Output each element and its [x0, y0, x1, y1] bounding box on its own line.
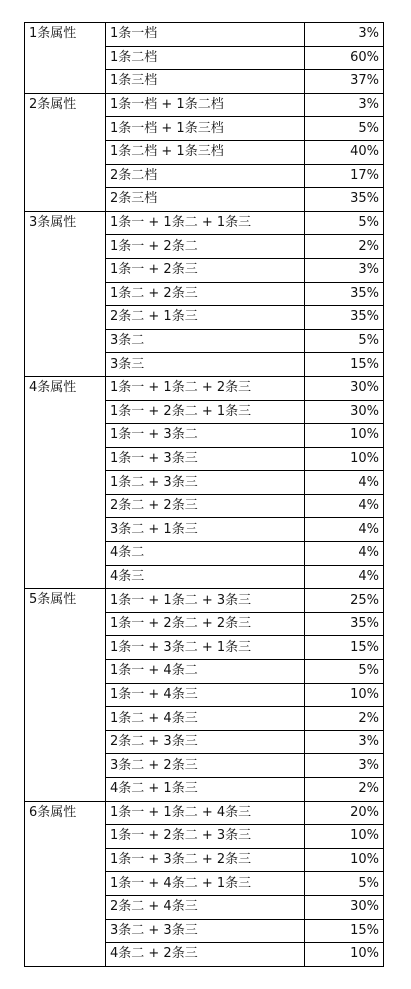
probability-cell: 4% [305, 542, 384, 566]
combination-cell: 1条二档 [106, 46, 305, 70]
table-row [25, 23, 384, 47]
probability-cell: 3% [305, 23, 384, 47]
combination-cell: 3条二 + 2条三 [106, 754, 305, 778]
combination-cell: 3条三 [106, 353, 305, 377]
probability-cell: 17% [305, 164, 384, 188]
combination-cell: 1条二档 + 1条三档 [106, 140, 305, 164]
combination-cell: 3条二 + 3条三 [106, 919, 305, 943]
probability-cell: 10% [305, 825, 384, 849]
probability-cell: 35% [305, 188, 384, 212]
probability-cell: 2% [305, 778, 384, 802]
probability-cell: 40% [305, 140, 384, 164]
probability-cell: 4% [305, 494, 384, 518]
attribute-probability-table [24, 22, 384, 967]
probability-cell: 5% [305, 660, 384, 684]
probability-cell: 5% [305, 211, 384, 235]
combination-cell: 2条二 + 3条三 [106, 730, 305, 754]
combination-cell: 1条二 + 2条三 [106, 282, 305, 306]
combination-cell: 1条二 + 4条三 [106, 707, 305, 731]
combination-cell: 1条一 + 4条三 [106, 683, 305, 707]
probability-cell: 10% [305, 447, 384, 471]
combination-cell: 2条三档 [106, 188, 305, 212]
probability-cell: 3% [305, 93, 384, 117]
probability-cell: 10% [305, 424, 384, 448]
probability-cell: 10% [305, 683, 384, 707]
group-label: 6条属性 [25, 801, 106, 966]
probability-cell: 2% [305, 235, 384, 259]
group-label: 2条属性 [25, 93, 106, 211]
table-row [25, 589, 384, 613]
probability-cell: 37% [305, 70, 384, 94]
combination-cell: 4条三 [106, 565, 305, 589]
combination-cell: 1条一 + 2条二 + 3条三 [106, 825, 305, 849]
probability-cell: 60% [305, 46, 384, 70]
probability-cell: 5% [305, 329, 384, 353]
probability-cell: 25% [305, 589, 384, 613]
group-label: 1条属性 [25, 23, 106, 94]
group-label: 4条属性 [25, 376, 106, 588]
probability-cell: 15% [305, 919, 384, 943]
table-row [25, 801, 384, 825]
combination-cell: 1条三档 [106, 70, 305, 94]
combination-cell: 1条一 + 2条三 [106, 258, 305, 282]
probability-cell: 30% [305, 400, 384, 424]
combination-cell: 1条一 + 3条三 [106, 447, 305, 471]
group-label: 5条属性 [25, 589, 106, 801]
probability-cell: 2% [305, 707, 384, 731]
combination-cell: 1条二 + 3条三 [106, 471, 305, 495]
probability-cell: 30% [305, 895, 384, 919]
combination-cell: 4条二 + 1条三 [106, 778, 305, 802]
combination-cell: 2条二 + 1条三 [106, 306, 305, 330]
combination-cell: 4条二 [106, 542, 305, 566]
probability-cell: 3% [305, 754, 384, 778]
combination-cell: 2条二档 [106, 164, 305, 188]
combination-cell: 1条一 + 1条二 + 4条三 [106, 801, 305, 825]
combination-cell: 1条一档 [106, 23, 305, 47]
combination-cell: 3条二 [106, 329, 305, 353]
probability-cell: 10% [305, 848, 384, 872]
combination-cell: 1条一档 + 1条二档 [106, 93, 305, 117]
group-label: 3条属性 [25, 211, 106, 376]
probability-cell: 4% [305, 471, 384, 495]
combination-cell: 4条二 + 2条三 [106, 943, 305, 967]
combination-cell: 1条一 + 3条二 + 2条三 [106, 848, 305, 872]
probability-cell: 15% [305, 353, 384, 377]
table-row [25, 211, 384, 235]
probability-cell: 4% [305, 565, 384, 589]
probability-cell: 4% [305, 518, 384, 542]
probability-cell: 35% [305, 306, 384, 330]
combination-cell: 3条二 + 1条三 [106, 518, 305, 542]
combination-cell: 1条一 + 1条二 + 2条三 [106, 376, 305, 400]
combination-cell: 1条一 + 2条二 + 1条三 [106, 400, 305, 424]
probability-cell: 15% [305, 636, 384, 660]
combination-cell: 1条一 + 2条二 [106, 235, 305, 259]
combination-cell: 1条一 + 1条二 + 3条三 [106, 589, 305, 613]
probability-cell: 3% [305, 730, 384, 754]
table-row [25, 376, 384, 400]
combination-cell: 1条一 + 2条二 + 2条三 [106, 612, 305, 636]
probability-cell: 30% [305, 376, 384, 400]
table-body [25, 23, 384, 967]
combination-cell: 1条一 + 4条二 + 1条三 [106, 872, 305, 896]
probability-cell: 10% [305, 943, 384, 967]
combination-cell: 2条二 + 2条三 [106, 494, 305, 518]
probability-cell: 3% [305, 258, 384, 282]
probability-cell: 35% [305, 282, 384, 306]
combination-cell: 1条一 + 1条二 + 1条三 [106, 211, 305, 235]
combination-cell: 1条一档 + 1条三档 [106, 117, 305, 141]
probability-cell: 5% [305, 117, 384, 141]
probability-cell: 20% [305, 801, 384, 825]
combination-cell: 1条一 + 4条二 [106, 660, 305, 684]
table-row [25, 93, 384, 117]
combination-cell: 1条一 + 3条二 [106, 424, 305, 448]
combination-cell: 2条二 + 4条三 [106, 895, 305, 919]
combination-cell: 1条一 + 3条二 + 1条三 [106, 636, 305, 660]
probability-cell: 5% [305, 872, 384, 896]
probability-cell: 35% [305, 612, 384, 636]
